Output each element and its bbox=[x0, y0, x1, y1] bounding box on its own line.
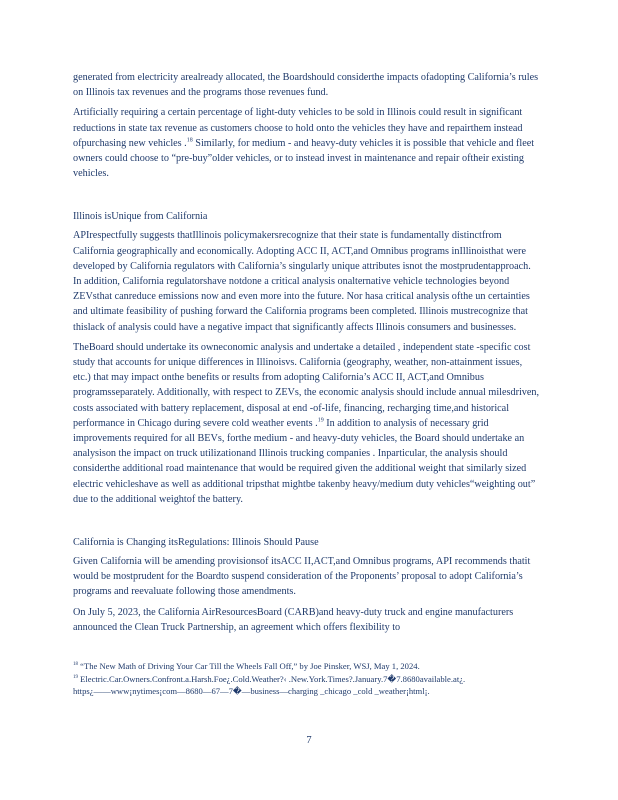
footnotes bbox=[73, 660, 553, 698]
intro-paragraph-1: generated from electricity arealready allocated, the Boardshould considerthe impacts ofadopting California’s rules on Illinois tax revenues and the programs those revenues fund. bbox=[73, 72, 539, 99]
footnote-19 bbox=[73, 673, 553, 686]
footnote-18-text: “The New Math of Driving Your Car Till the Wheels Fall Off,” by Joe Pinsker, WSJ, May 1, 2024. bbox=[78, 661, 420, 671]
illinois-paragraph-2-text-cont: In addition to analysis of necessary grid improvements required for all BEVs, forthe medium - and heavy-duty vehicles, the Board should undertake an analysison the impact on truck utilizationand Illinois trucking companies . Inparticular, the analysis should considerthe additional road maintenance that would be required given the additional weight that similarly sized electric vehicleshave as well as additional tripsthat mightbe takenby heavy/medium duty vehicles“weighting out” due to the additional weightof the battery. bbox=[73, 417, 536, 505]
intro-paragraph-2-text: Artificially requiring a certain percentage of light-duty vehicles to be sold in Illinois could result in significant reductions in state tax revenue as customers choose to hold onto the vehicles they have and repairthem instead ofpurchasing new vehicles . bbox=[73, 107, 523, 149]
illinois-paragraph-1: APIrespectfully suggests thatIllinois policymakersrecognize that their state is fundamentally distinctfrom California geographically and economically. Adopting ACC II, ACT,and Omnibus programs inIllinoisthat were developed by California regulators with California’s singularly unique attributes isnot the mostprudentapproach. In addition, California regulatorshave notdone a critical analysis onalternative vehicle technologies beyond ZEVsthat canreduce emissions now and even more into the future. Nor hasa critical analysis ofthe un certainties and ultimate feasibility of pushing forward the California programs been completed. Illinois mustrecognize that thislack of analysis could have a negative impact that significantly affects Illinois consumers and businesses. bbox=[73, 230, 531, 333]
footnote-19-number: 19 bbox=[73, 674, 78, 680]
california-paragraph-1: Given California will be amending provisionsof itsACC II,ACT,and Omnibus programs, API recommends thatit would be mostprudent for the Boardto suspend consideration of the Proponents’ proposal to adopt California’s programs and reevaluate following those amendments. bbox=[73, 556, 531, 598]
intro-paragraph-2 bbox=[73, 105, 541, 181]
illinois-paragraph-2 bbox=[73, 340, 541, 507]
page-body bbox=[73, 70, 541, 635]
footnote-19-url[interactable]: https¿——www¡nytimes¡com—8680—67—7�—business—charging _chicago _cold _weather¡html¡. bbox=[73, 686, 430, 696]
footnote-18 bbox=[73, 660, 553, 673]
footnote-19-text: Electric.Car.Owners.Confront.a.Harsh.Foe¿.Cold.Weather?‹ .New.York.Times?.January.7�7.8680available.at¿. bbox=[78, 673, 466, 684]
heading-illinois-unique: Illinois isUnique from California bbox=[73, 211, 208, 223]
illinois-paragraph-2-text: TheBoard should undertake its owneconomic analysis and undertake a detailed , independent state -specific cost study that accounts for unique differences in Illinoisvs. California (geography, weather, non-attainment issues, etc.) that may impact onthe benefits or results from adopting California’s ACC II, ACT,and Omnibus programsseparately. Additionally, with respect to ZEVs, the economic analysis should include annual milesdriven, costs associated with battery replacement, disposal at end -of-life, financing, recharging time,and historical performance in Chicago during severe cold weather events . bbox=[73, 341, 540, 429]
footnote-ref-19[interactable]: 19 bbox=[317, 417, 324, 424]
heading-california-changing: California is Changing itsRegulations: Illinois Should Pause bbox=[73, 537, 319, 549]
footnote-ref-18[interactable]: 18 bbox=[186, 137, 193, 144]
footnote-18-number: 18 bbox=[73, 662, 78, 668]
page-number: 7 bbox=[306, 735, 312, 746]
california-paragraph-2: On July 5, 2023, the California AirResourcesBoard (CARB)and heavy-duty truck and engine manufacturers announced the Clean Truck Partnership, an agreement which offers flexibility to bbox=[73, 606, 514, 633]
intro-paragraph-2-text-cont: Similarly, for medium - and heavy-duty vehicles it is possible that vehicle and fleet owners could choose to “pre-buy”older vehicles, or to instead invest in maintenance and repair oftheir existing vehicles. bbox=[73, 137, 535, 180]
